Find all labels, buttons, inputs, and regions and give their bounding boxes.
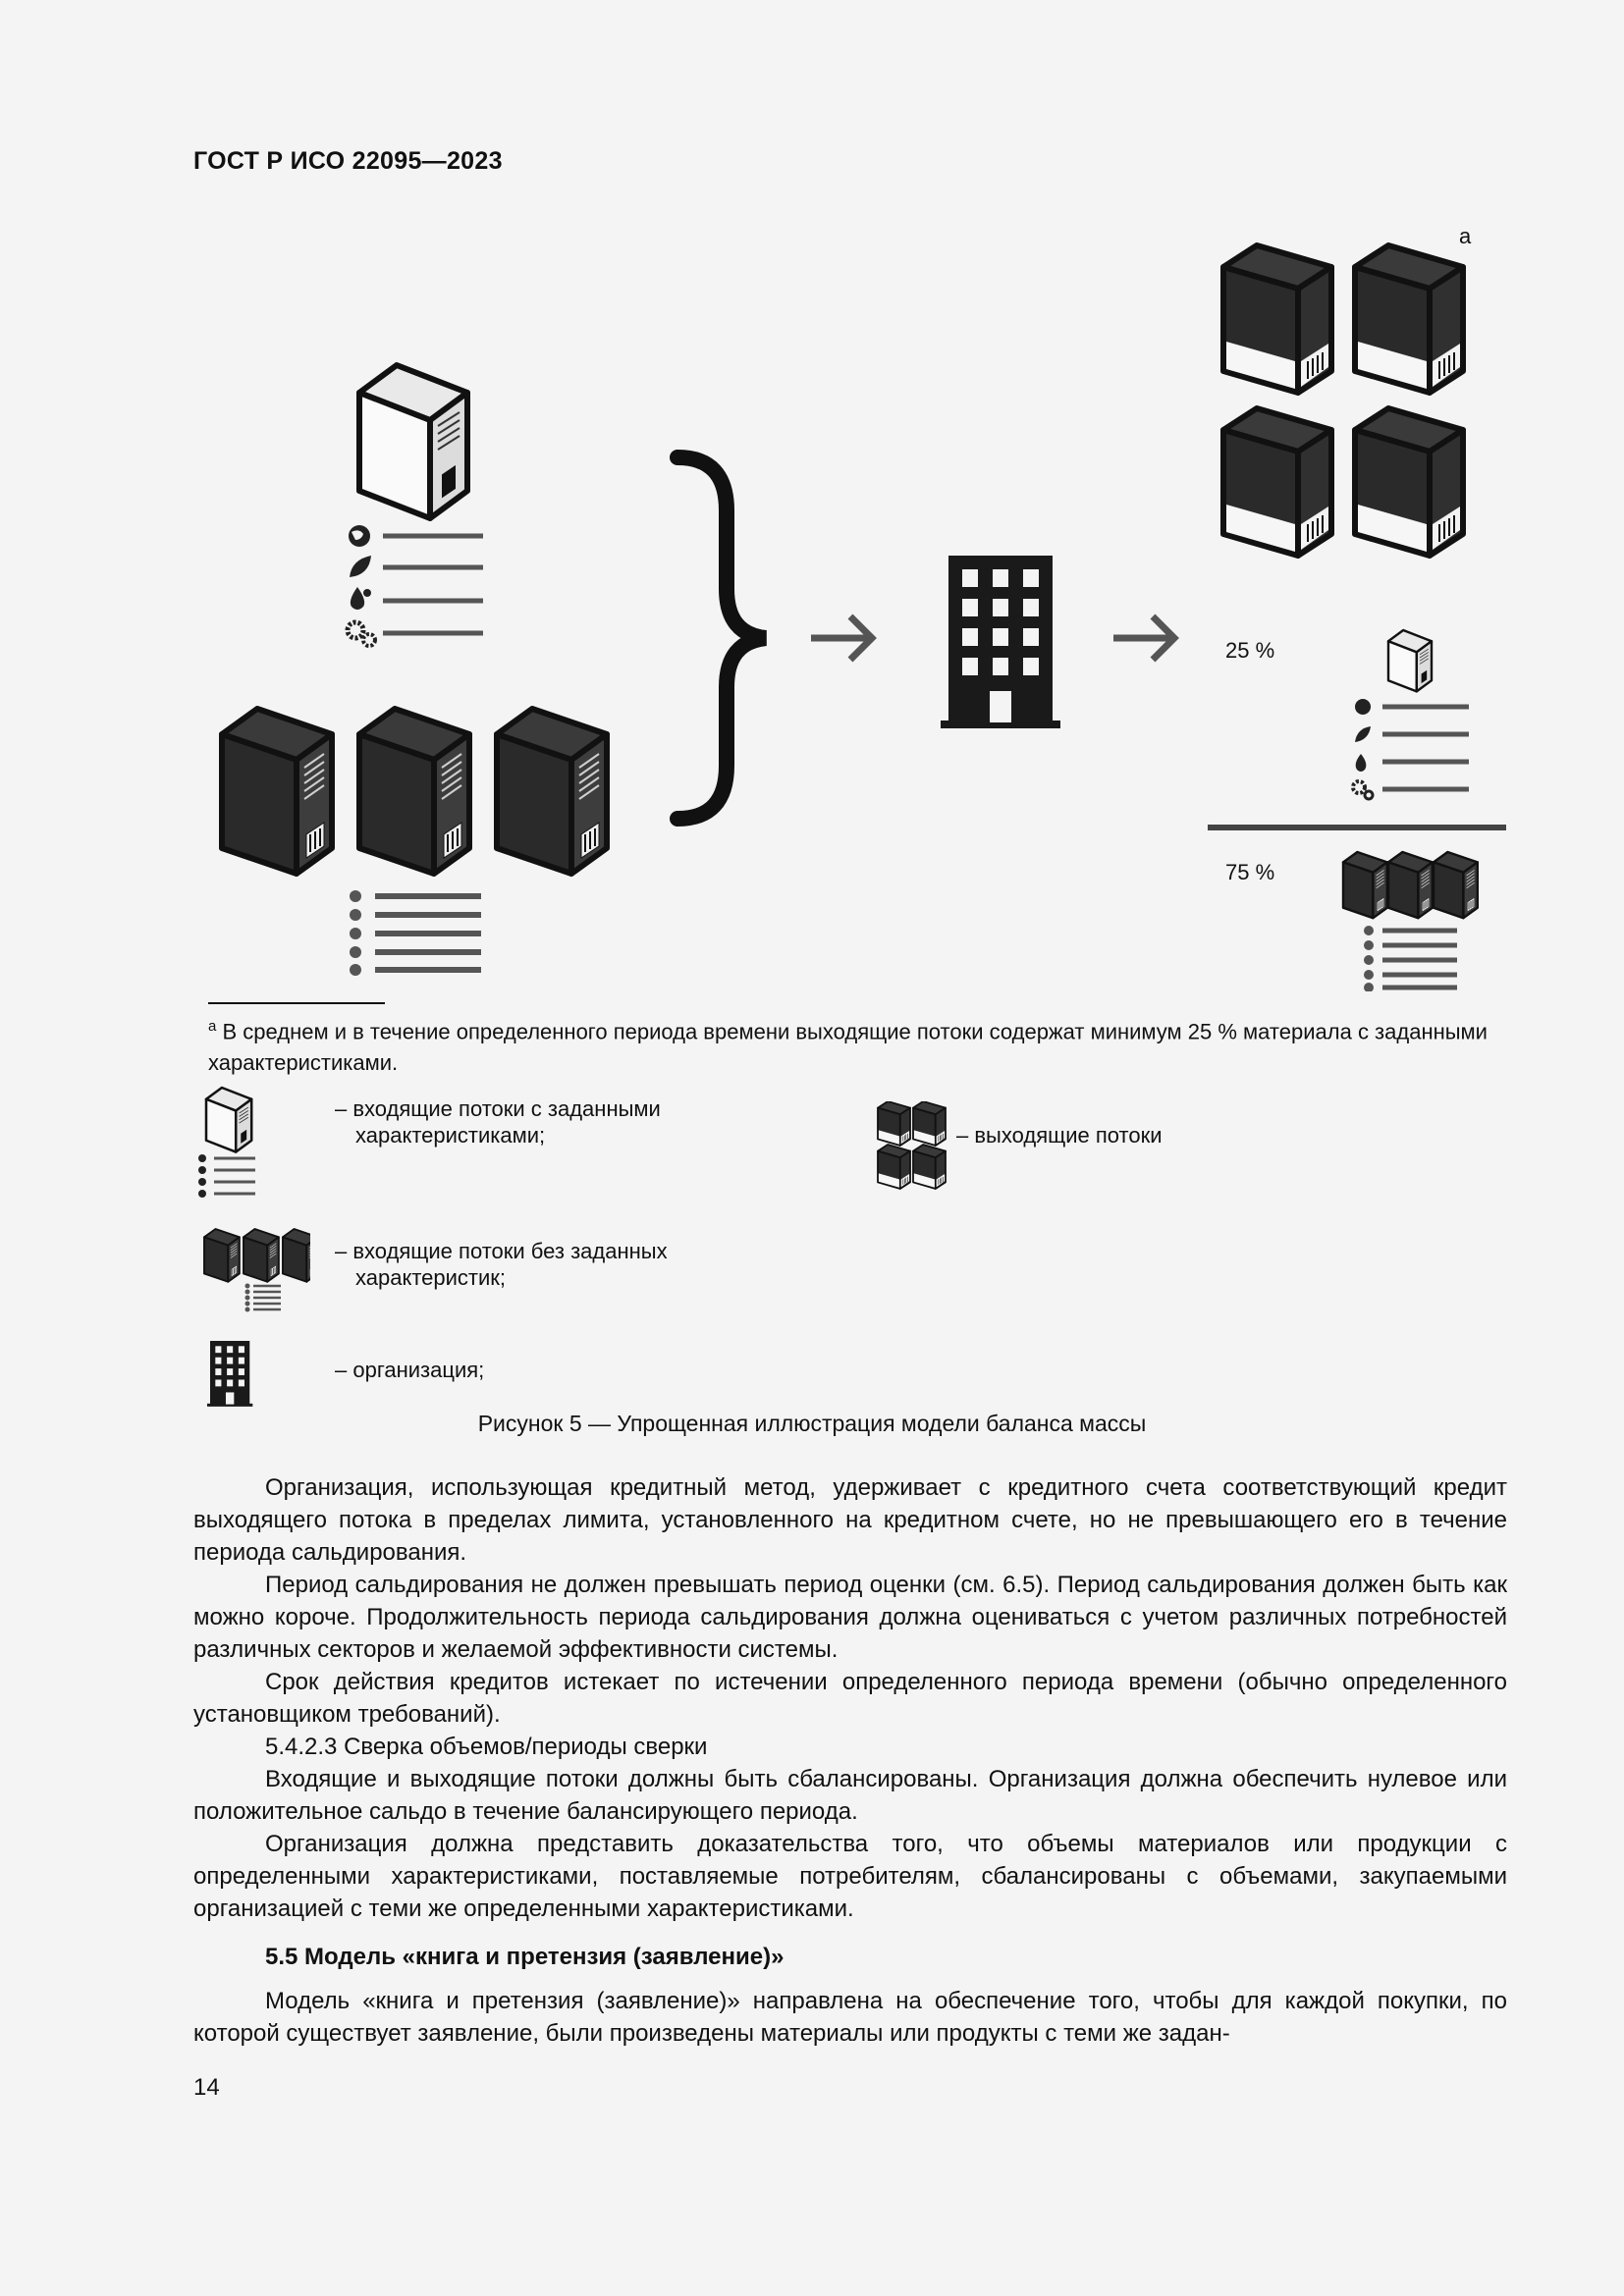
legend-incoming-without: – входящие потоки без заданных характеристик; bbox=[335, 1239, 668, 1290]
box-icon bbox=[244, 1229, 279, 1282]
box-icon bbox=[204, 1229, 240, 1282]
paragraph: Период сальдирования не должен превышать период оценки (см. 6.5). Период сальдирования должен быть как можно короче. Продолжительность периода сальдирования должна оцениваться с учетом различных потребностей различных секторов и желаемой эффективности системы. bbox=[193, 1572, 1507, 1663]
building-icon bbox=[207, 1341, 252, 1407]
box-icon bbox=[1434, 852, 1478, 918]
bullet-list-icon bbox=[1364, 926, 1457, 991]
incoming-box-without-characteristics bbox=[497, 709, 607, 874]
subsection-title: 5.4.2.3 Сверка объемов/периоды сверки bbox=[265, 1734, 708, 1760]
box-icon bbox=[1388, 852, 1433, 918]
percent-75-label: 75 % bbox=[1225, 860, 1275, 884]
incoming-box-with-characteristics bbox=[359, 365, 467, 518]
bullet-list-icon bbox=[245, 1284, 282, 1312]
page-number: 14 bbox=[193, 2074, 220, 2101]
characteristics-icons-small bbox=[1353, 699, 1469, 799]
document-header: ГОСТ Р ИСО 22095—2023 bbox=[193, 147, 503, 175]
characteristics-icons-small bbox=[198, 1154, 255, 1198]
percent-25-label: 25 % bbox=[1225, 638, 1275, 663]
paragraph: Входящие и выходящие потоки должны быть сбалансированы. Организация должна обеспечить нулевое или положительное сальдо в течение балансирующего периода. bbox=[193, 1766, 1507, 1825]
legend-outgoing: – выходящие потоки bbox=[956, 1123, 1163, 1148]
footnote-marker: a bbox=[1459, 224, 1472, 248]
brace-icon bbox=[677, 457, 766, 819]
box-icon bbox=[1388, 630, 1432, 691]
characteristics-icons bbox=[348, 525, 483, 646]
arrow-icon bbox=[811, 616, 872, 660]
footnote-text: В среднем и в течение определенного периода времени выходящие потоки содержат минимум 25 % материала с заданными характеристиками. bbox=[208, 1019, 1488, 1076]
globe-icon bbox=[349, 525, 370, 547]
gears-icon bbox=[348, 622, 375, 646]
building-icon bbox=[941, 556, 1060, 728]
paragraph: Модель «книга и претензия (заявление)» направлена на обеспечение того, чтобы для каждой покупки, по которой существует заявление, были произведены материалы или продукты с теми же задан- bbox=[193, 1988, 1507, 2047]
mass-balance-figure bbox=[0, 0, 1624, 991]
section-heading: 5.5 Модель «книга и претензия (заявление)» bbox=[265, 1944, 785, 1970]
legend-outgoing-icon bbox=[876, 1101, 950, 1190]
legend-incoming-with: – входящие потоки с заданными характеристиками; bbox=[335, 1096, 661, 1148]
outgoing-box bbox=[1223, 245, 1331, 393]
drop-icon bbox=[351, 587, 371, 610]
paragraph: Организация должна представить доказательства того, что объемы материалов или продукции с определенными характеристиками, поставляемые потребителям, сбалансированы с объемами, закупаемыми организацией с теми же определенными характеристиками. bbox=[193, 1831, 1507, 1922]
figure-caption: Рисунок 5 — Упрощенная иллюстрация модели баланса массы bbox=[477, 1411, 1147, 1436]
paragraph: Организация, использующая кредитный метод, удерживает с кредитного счета соответствующий кредит выходящего потока в пределах лимита, установленного на кредитном счете, но не превышающего его в течение периода сальдирования. bbox=[193, 1474, 1507, 1566]
box-icon bbox=[206, 1088, 251, 1152]
incoming-box-without-characteristics bbox=[359, 709, 469, 874]
footnote-superscript: a bbox=[208, 1018, 217, 1035]
outgoing-box bbox=[1223, 408, 1331, 556]
bullet-list-icon bbox=[350, 890, 481, 976]
outgoing-box bbox=[1355, 245, 1463, 393]
box-icon bbox=[283, 1229, 310, 1282]
incoming-box-without-characteristics bbox=[222, 709, 332, 874]
footnote bbox=[208, 1011, 1514, 1079]
legend-organization: – организация; bbox=[335, 1358, 485, 1382]
leaf-icon bbox=[350, 556, 371, 577]
paragraph: Срок действия кредитов истекает по истечении определенного периода времени (обычно определенного установщиком требований). bbox=[193, 1669, 1507, 1728]
outgoing-box bbox=[1355, 408, 1463, 556]
arrow-icon bbox=[1113, 616, 1174, 660]
legend-icons bbox=[192, 1084, 310, 1408]
body-text bbox=[193, 1471, 1507, 2050]
footnote-rule bbox=[208, 1002, 385, 1004]
box-icon bbox=[1343, 852, 1387, 918]
